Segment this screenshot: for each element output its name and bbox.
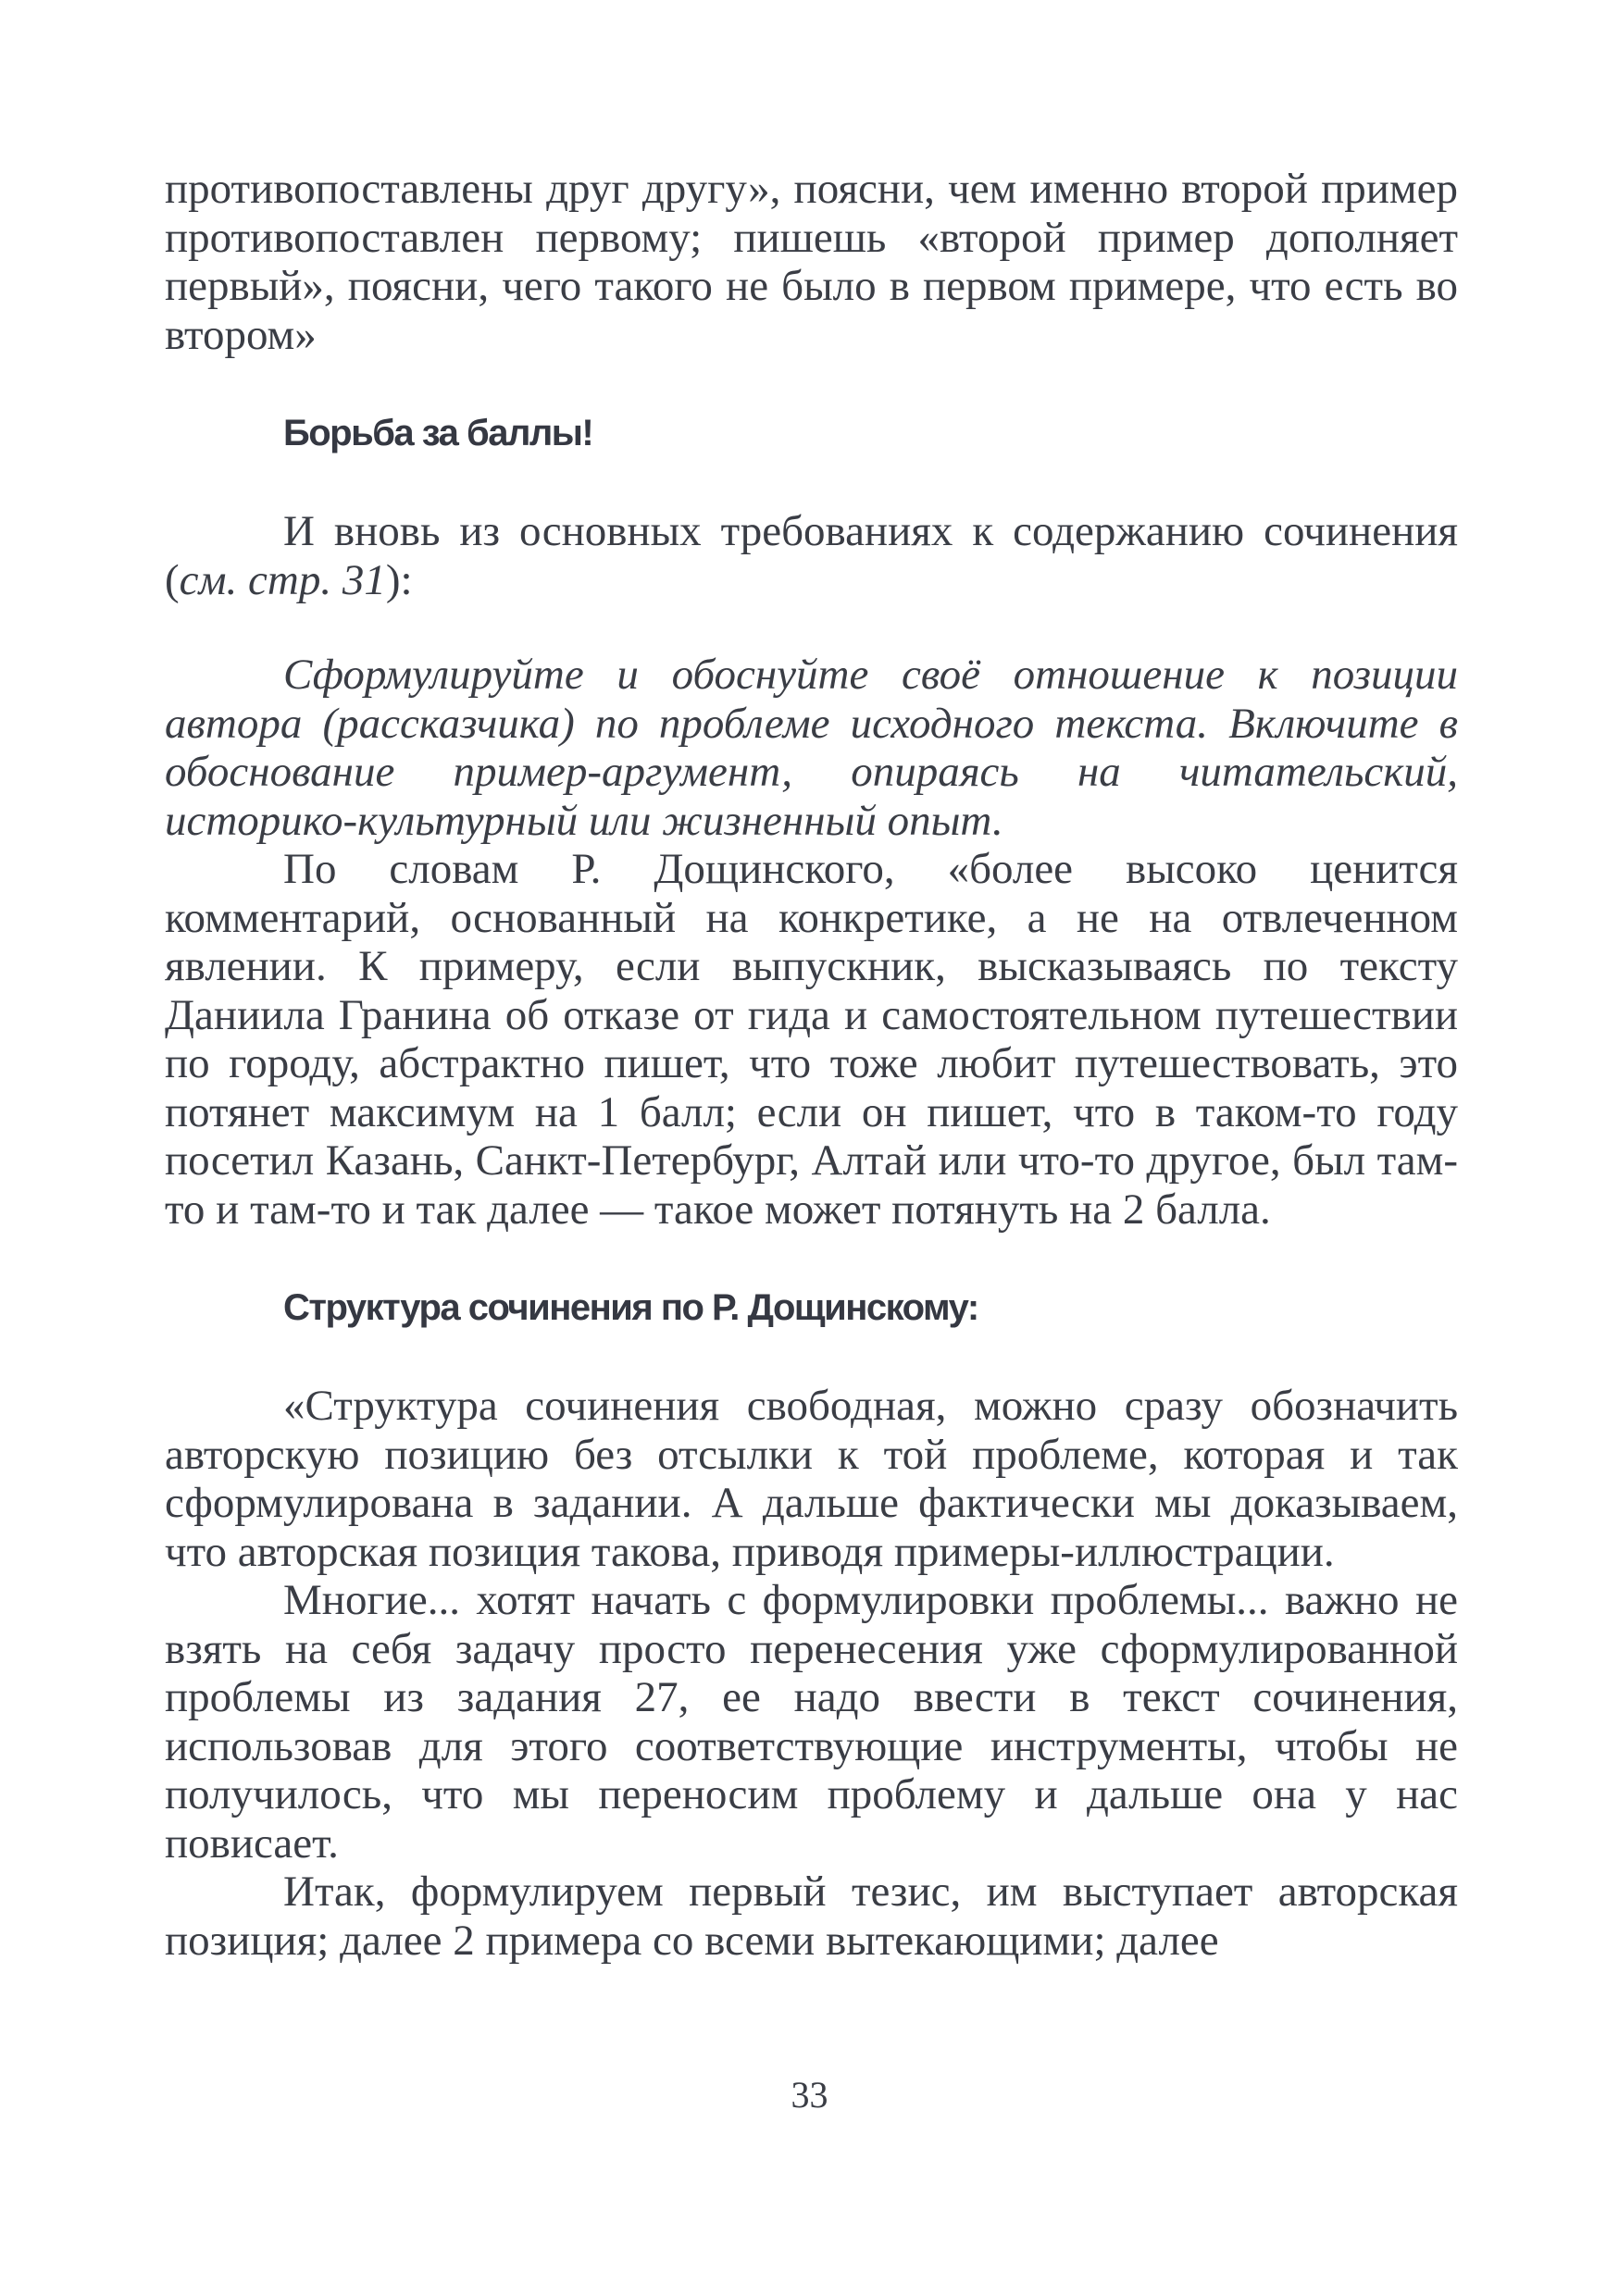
paragraph-structure-free: «Структура сочинения свободная, можно сразу обозначить авторскую позицию без отсылки к той проблеме, которая и так сформулирована в задании. А дальше фактически мы доказываем, что авторская позиция такова, приводя примеры-иллюстрации. [165,1382,1458,1576]
page-body [165,165,1458,1965]
paragraph-requirements-intro [165,507,1458,604]
requirements-intro-text: И вновь из основных требованиях к содержанию сочинения ( [165,507,1458,604]
page-reference: см. стр. 31 [179,555,386,604]
paragraph-first-thesis: Итак, формулируем первый тезис, им выступает авторская позиция; далее 2 примера со всеми вытекающими; далее [165,1868,1458,1965]
spacer [165,1332,1458,1382]
requirement-quote: Сформулируйте и обоснуйте своё отношение к позиции автора (рассказчика) по проблеме исходного текста. Включите в обоснование пример-аргумент, опираясь на читательский, историко-культурный или жизненный опыт. [165,651,1458,845]
paragraph-doshchinsky-comment: По словам Р. Дощинского, «более высоко ценится комментарий, основанный на конкретике, а не на отвлеченном явлении. К примеру, если выпускник, высказываясь по тексту Даниила Гранина об отказе от гида и самостоятельном путешествии по городу, абстрактно пишет, что тоже любит путешествовать, это потянет максимум на 1 балл; если он пишет, что в таком-то году посетил Казань, Санкт-Петербург, Алтай или что-то другое, был там-то и там-то и так далее — такое может потянуть на 2 балла. [165,845,1458,1234]
paragraph-problem-formulation: Многие... хотят начать с формулировки проблемы... важно не взять на себя задачу просто перенесения уже сформулированной проблемы из задания 27, ее надо ввести в текст сочинения, использовав для этого соответствующие инструменты, чтобы не получилось, что мы переносим проблему и дальше она у нас повисает. [165,1576,1458,1868]
spacer [165,457,1458,507]
section-heading-points: Борьба за баллы! [283,413,593,453]
spacer [165,1234,1458,1284]
paragraph-continuation: противопоставлены друг другу», поясни, чем именно второй пример противопоставлен первому; пишешь «второй пример дополняет первый», поясни, чего такого не было в первом примере, что есть во втором» [165,165,1458,359]
requirements-intro-end: ): [385,555,413,604]
spacer [165,359,1458,409]
section-heading-structure: Структура сочинения по Р. Дощинскому: [283,1287,978,1328]
page-number: 33 [791,2074,828,2116]
spacer [165,604,1458,651]
